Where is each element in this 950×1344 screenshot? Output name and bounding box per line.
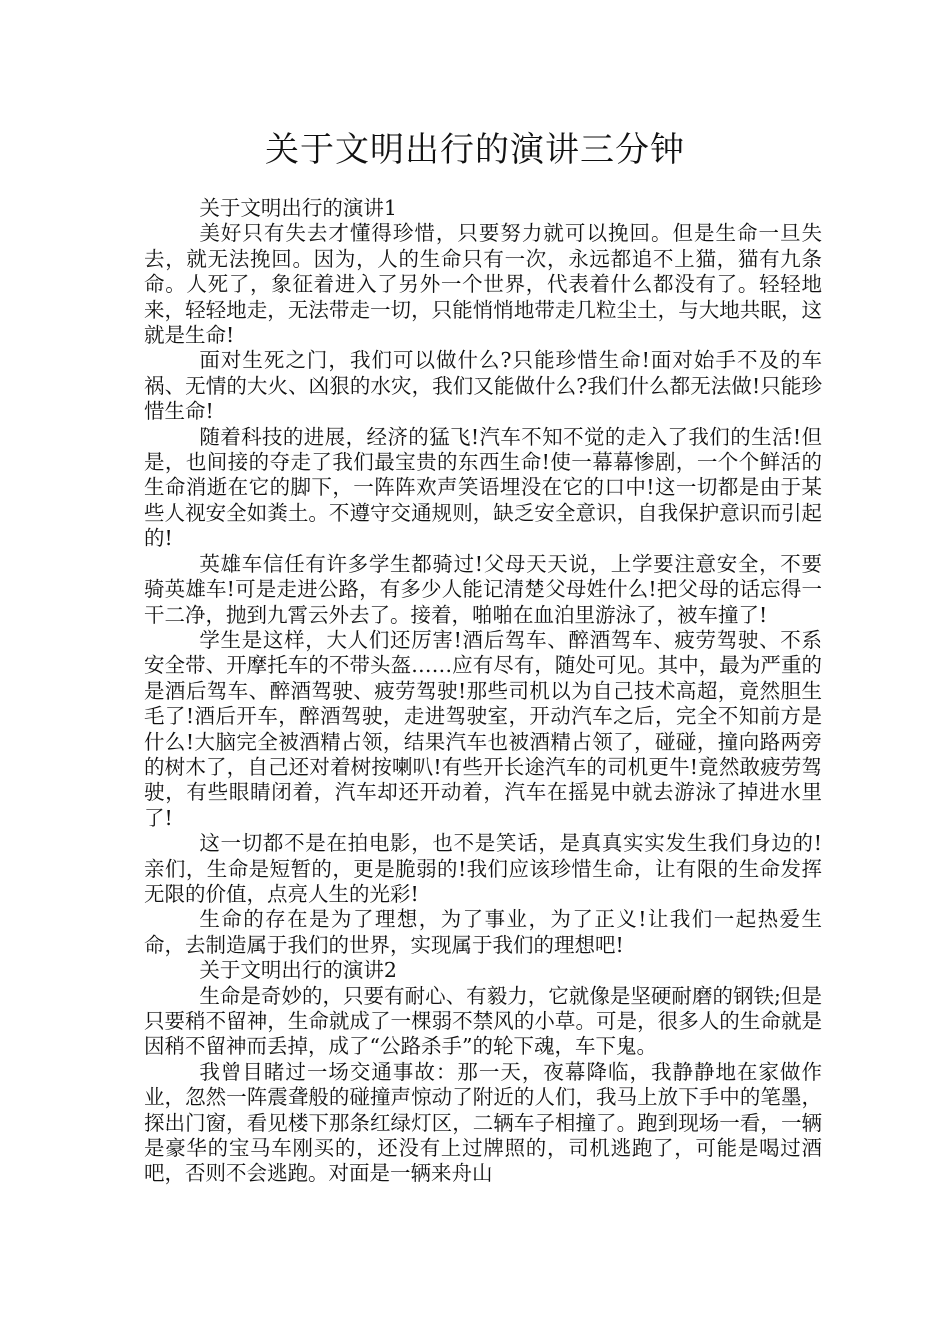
paragraph: 英雄车信任有许多学生都骑过!父母天天说，上学要注意安全，不要骑英雄车!可是走进公路，有多少人能记清楚父母姓什么!把父母的话忘得一干二净，抛到九霄云外去了。接着，啪啪在血泊里游泳了，被车撞了! bbox=[144, 551, 822, 627]
paragraph: 随着科技的进展，经济的猛飞!汽车不知不觉的走入了我们的生活!但是，也间接的夺走了我们最宝贵的东西生命!使一幕幕惨剧，一个个鲜活的生命消逝在它的脚下，一阵阵欢声笑语埋没在它的口中!这一切都是由于某些人视安全如粪土。不遵守交通规则，缺乏安全意识，自我保护意识而引起的! bbox=[144, 424, 822, 551]
document-body bbox=[144, 196, 822, 1187]
paragraph: 面对生死之门，我们可以做什么?只能珍惜生命!面对始手不及的车祸、无情的大火、凶狠的水灾，我们又能做什么?我们什么都无法做!只能珍惜生命! bbox=[144, 348, 822, 424]
paragraph: 生命的存在是为了理想，为了事业，为了正义!让我们一起热爱生命，去制造属于我们的世界，实现属于我们的理想吧! bbox=[144, 907, 822, 957]
paragraph: 我曾目睹过一场交通事故：那一天，夜幕降临，我静静地在家做作业，忽然一阵震聋般的碰撞声惊动了附近的人们，我马上放下手中的笔墨，探出门窗，看见楼下那条红绿灯区，二辆车子相撞了。跑到现场一看，一辆是豪华的宝马车刚买的，还没有上过牌照的，司机逃跑了，可能是喝过酒吧，否则不会逃跑。对面是一辆来舟山 bbox=[144, 1059, 822, 1186]
paragraph: 这一切都不是在拍电影，也不是笑话，是真真实实发生我们身边的!亲们，生命是短暂的，更是脆弱的!我们应该珍惜生命，让有限的生命发挥无限的价值，点亮人生的光彩! bbox=[144, 831, 822, 906]
section-heading: 关于文明出行的演讲2 bbox=[199, 958, 397, 983]
paragraph: 学生是这样，大人们还厉害!酒后驾车、醉酒驾车、疲劳驾驶、不系安全带、开摩托车的不带头盔……应有尽有，随处可见。其中，最为严重的是酒后驾车、醉酒驾驶、疲劳驾驶!那些司机以为自己技术高超，竟然胆生毛了!酒后开车，醉酒驾驶，走进驾驶室，开动汽车之后，完全不知前方是什么!大脑完全被酒精占领，结果汽车也被酒精占领了，碰碰，撞向路两旁的树木了，自己还对着树按喇叭!有些开长途汽车的司机更牛!竟然敢疲劳驾驶，有些眼睛闭着，汽车却还开动着，汽车在摇晃中就去游泳了掉进水里了! bbox=[144, 627, 822, 830]
document-title: 关于文明出行的演讲三分钟 bbox=[265, 130, 685, 170]
section-heading: 关于文明出行的演讲1 bbox=[199, 196, 397, 220]
paragraph: 生命是奇妙的，只要有耐心、有毅力，它就像是坚硬耐磨的钢铁;但是只要稍不留神，生命就成了一棵弱不禁风的小草。可是，很多人的生命就是因稍不留神而丢掉，成了“公路杀手”的轮下魂，车下鬼。 bbox=[144, 983, 822, 1059]
paragraph: 美好只有失去才懂得珍惜，只要努力就可以挽回。但是生命一旦失去，就无法挽回。因为，人的生命只有一次，永远都追不上猫，猫有九条命。人死了，象征着进入了另外一个世界，代表着什么都没有了。轻轻地来，轻轻地走，无法带走一切，只能悄悄地带走几粒尘土，与大地共眠，这就是生命! bbox=[144, 221, 822, 348]
